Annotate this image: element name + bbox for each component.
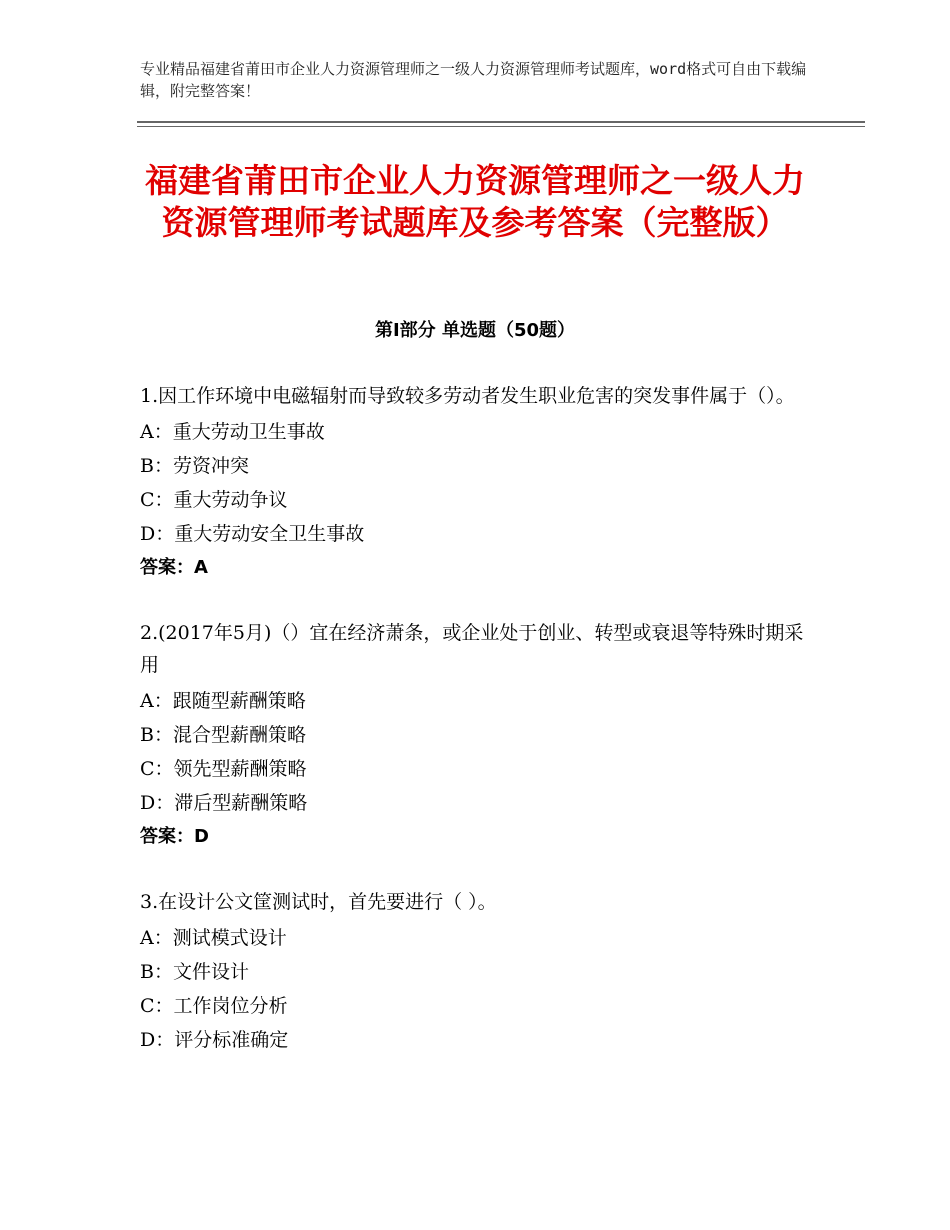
question-stem: 1.因工作环境中电磁辐射而导致较多劳动者发生职业危害的突发事件属于（）。 [140,385,795,407]
option-c: C：领先型薪酬策略 [140,758,307,780]
header-divider [137,121,865,127]
option-b: B：劳资冲突 [140,455,249,477]
option-a: A：重大劳动卫生事故 [140,421,325,443]
question-list [140,380,820,1089]
option-c: C：重大劳动争议 [140,489,288,511]
question-stem: 2.(2017年5月)（）宜在经济萧条，或企业处于创业、转型或衰退等特殊时期采用 [140,622,804,676]
question-2 [140,617,820,854]
answer: 答案：A [140,557,208,578]
option-a: A：测试模式设计 [140,927,287,949]
option-d: D：评分标准确定 [140,1029,289,1051]
question-3 [140,886,820,1057]
document-title: 福建省莆田市企业人力资源管理师之一级人力资源管理师考试题库及参考答案（完整版） [145,161,805,242]
answer: 答案：D [140,826,209,847]
option-a: A：跟随型薪酬策略 [140,690,306,712]
option-b: B：混合型薪酬策略 [140,724,306,746]
option-b: B：文件设计 [140,961,249,983]
option-d: D：滞后型薪酬策略 [140,792,308,814]
option-c: C：工作岗位分析 [140,995,288,1017]
section-title: 第Ⅰ部分 单选题（50题） [374,320,575,341]
option-d: D：重大劳动安全卫生事故 [140,523,365,545]
header-note: 专业精品福建省莆田市企业人力资源管理师之一级人力资源管理师考试题库，word格式可自由下载编辑，附完整答案！ [140,60,807,100]
question-stem: 3.在设计公文筐测试时，首先要进行（ ）。 [140,891,497,913]
question-1 [140,380,820,585]
